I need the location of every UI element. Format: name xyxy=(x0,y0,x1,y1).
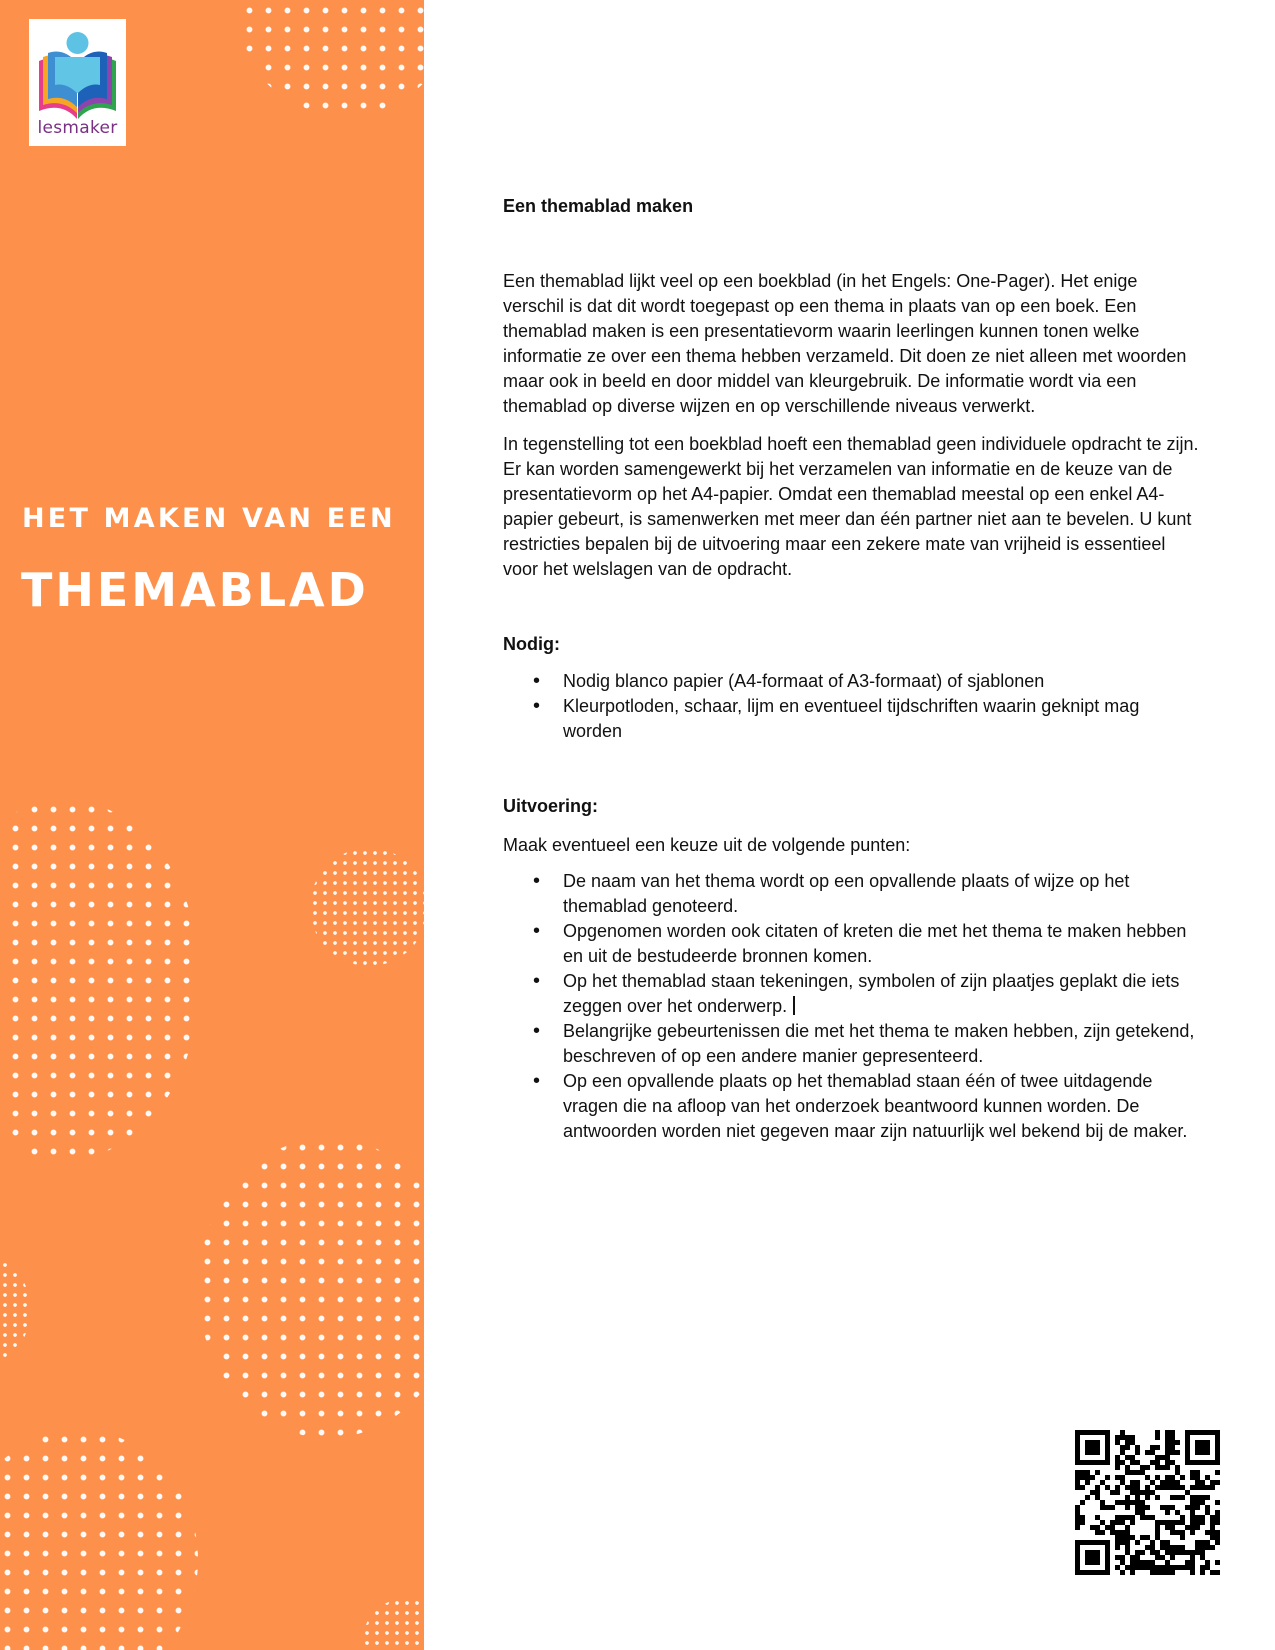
list-item xyxy=(503,969,1203,1019)
list-item: • Nodig blanco papier (A4-formaat of A3-formaat) of sjablonen xyxy=(503,669,1203,694)
open-book-icon xyxy=(29,19,126,119)
banner-title: THEMABLAD xyxy=(21,563,369,617)
nodig-heading: Nodig: xyxy=(503,634,560,654)
uitvoering-list xyxy=(503,869,1203,1144)
dot-pattern-circle xyxy=(362,1598,424,1650)
dot-pattern-circle xyxy=(198,1138,424,1438)
list-item: • Op een opvallende plaats op het themablad staan één of twee uitdagende vragen die na afloop van het onderzoek beantwoord kunnen worden. De antwoorden worden niet gegeven maar zijn natuurlijk wel bekend bij de maker. xyxy=(503,1069,1203,1144)
intro-paragraph: In tegenstelling tot een boekblad hoeft een themablad geen individuele opdracht te zijn. Er kan worden samengewerkt bij het verzamelen van informatie en de keuze van de presentatievorm op het A4-papier. Omdat een themablad meestal op een enkel A4-papier gebeurt, is samenwerken met meer dan één partner niet aan te bevelen. U kunt restricties bepalen bij de uitvoering maar een zekere mate van vrijheid is essentieel voor het welslagen van de opdracht. xyxy=(503,434,1199,579)
banner-subtitle: HET MAKEN VAN EEN xyxy=(22,503,396,534)
nodig-list xyxy=(503,669,1203,744)
uitvoering-intro: Maak eventueel een keuze uit de volgende punten: xyxy=(503,835,911,855)
list-item: • Kleurpotloden, schaar, lijm en eventueel tijdschriften waarin geknipt mag worden xyxy=(503,694,1203,744)
dot-pattern-circle xyxy=(0,1430,198,1650)
dot-pattern-circle xyxy=(240,0,424,115)
qr-code-icon xyxy=(1075,1430,1220,1575)
dot-pattern-circle xyxy=(310,848,424,966)
list-item: • Belangrijke gebeurtenissen die met het thema te maken hebben, zijn getekend, beschreven of op een andere manier gepresenteerd. xyxy=(503,1019,1203,1069)
uitvoering-heading: Uitvoering: xyxy=(503,796,599,816)
lesmaker-logo xyxy=(29,19,126,146)
text-cursor xyxy=(793,996,795,1015)
list-item: • Opgenomen worden ook citaten of kreten die met het thema te maken hebben en uit de bestudeerde bronnen komen. xyxy=(503,919,1203,969)
intro-paragraph: Een themablad lijkt veel op een boekblad (in het Engels: One-Pager). Het enige verschil is dat dit wordt toegepast op een thema in plaats van op een boek. Een themablad maken is een presentatievorm waarin leerlingen kunnen tonen welke informatie ze over een thema hebben verzameld. Dit doen ze niet alleen met woorden maar ook in beeld en door middel van kleurgebruik. De informatie wordt via een themablad op diverse wijzen en op verschillende niveaus verwerkt. xyxy=(503,271,1187,416)
sidebar-banner xyxy=(0,0,424,1650)
logo-wordmark: lesmaker xyxy=(37,118,118,138)
list-item: • De naam van het thema wordt op een opvallende plaats of wijze op het themablad genoteerd. xyxy=(503,869,1203,919)
document-heading: Een themablad maken xyxy=(503,196,694,216)
document-body xyxy=(503,194,1203,1144)
dot-pattern-circle xyxy=(0,800,200,1160)
dot-pattern-circle xyxy=(0,1260,30,1360)
list-item-text: Op het themablad staan tekeningen, symbolen of zijn plaatjes geplakt die iets zeggen over het onderwerp. xyxy=(563,971,1180,1016)
